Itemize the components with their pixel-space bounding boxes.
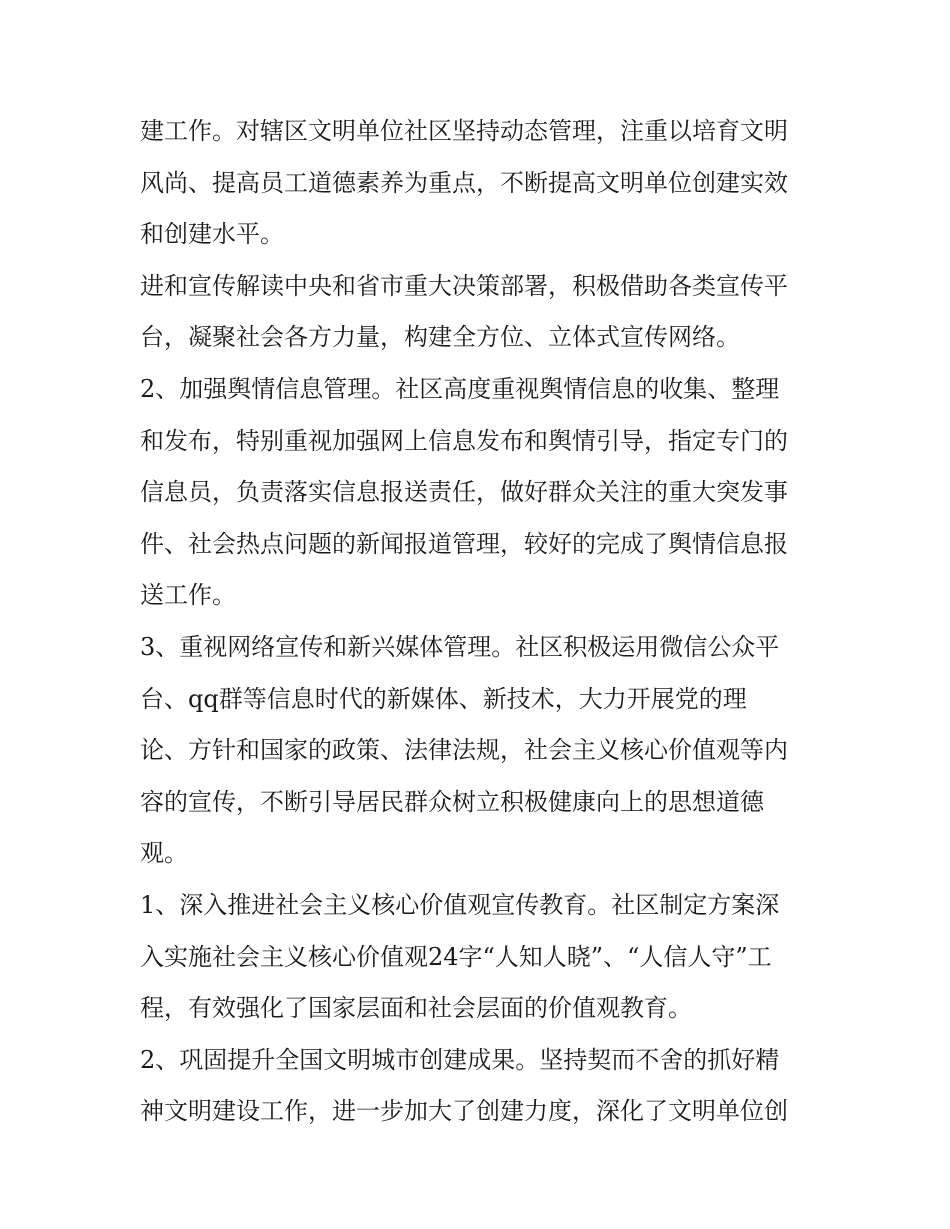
text-line: 和创建水平。 xyxy=(140,220,284,249)
text-line: 观。 xyxy=(140,839,188,868)
text-line: 入实施社会主义核心价值观24字“人知人晓”、“人信人守”工 xyxy=(140,942,772,971)
document-body xyxy=(140,106,820,1138)
text-line: 送工作。 xyxy=(140,581,236,610)
text-line: 论、方针和国家的政策、法律法规，社会主义核心价值观等内 xyxy=(140,736,788,765)
text-line: 台、qq群等信息时代的新媒体、新技术，大力开展党的理 xyxy=(140,684,747,713)
text-line: 台，凝聚社会各方力量，构建全方位、立体式宣传网络。 xyxy=(140,323,740,352)
text-line: 风尚、提高员工道德素养为重点，不断提高文明单位创建实效 xyxy=(140,168,788,197)
text-line: 程，有效强化了国家层面和社会层面的价值观教育。 xyxy=(140,994,692,1023)
text-line: 2、加强舆情信息管理。社区高度重视舆情信息的收集、整理 xyxy=(140,374,780,403)
text-line: 2、巩固提升全国文明城市创建成果。坚持契而不舍的抓好精 xyxy=(140,1045,780,1074)
text-line: 建工作。对辖区文明单位社区坚持动态管理，注重以培育文明 xyxy=(140,117,788,145)
text-line: 和发布，特别重视加强网上信息发布和舆情引导，指定专门的 xyxy=(140,426,788,455)
text-line: 件、社会热点问题的新闻报道管理，较好的完成了舆情信息报 xyxy=(140,529,788,558)
text-line: 神文明建设工作，进一步加大了创建力度，深化了文明单位创 xyxy=(140,1097,788,1126)
text-line: 容的宣传，不断引导居民群众树立积极健康向上的思想道德 xyxy=(140,787,764,816)
text-line: 信息员，负责落实信息报送责任，做好群众关注的重大突发事 xyxy=(140,478,788,507)
text-line: 进和宣传解读中央和省市重大决策部署，积极借助各类宣传平 xyxy=(140,271,788,300)
text-line: 1、深入推进社会主义核心价值观宣传教育。社区制定方案深 xyxy=(140,890,780,919)
text-line: 3、重视网络宣传和新兴媒体管理。社区积极运用微信公众平 xyxy=(140,632,780,661)
